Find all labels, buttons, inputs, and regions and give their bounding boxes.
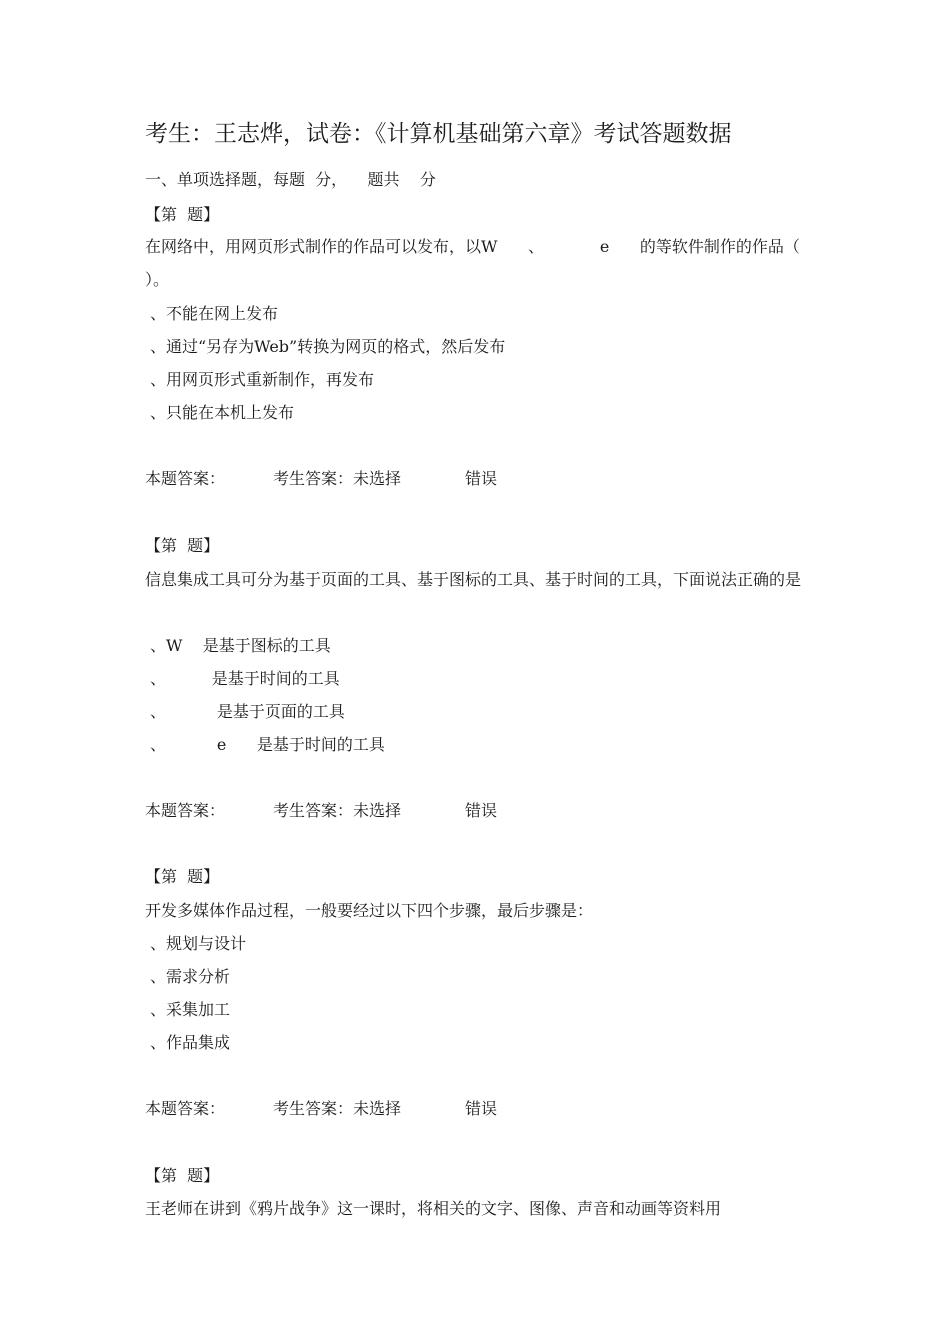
correct-answer-label: 本题答案： [145, 469, 226, 488]
question-option: 、用网页形式重新制作，再发布 [150, 370, 375, 389]
question-text: 信息集成工具可分为基于页面的工具、基于图标的工具、基于时间的工具，下面说法正确的是 [145, 570, 802, 589]
question-header: 【第 题】 [145, 205, 220, 224]
correct-answer-label: 本题答案： [145, 1099, 226, 1118]
answer-row [145, 1095, 645, 1123]
question-header: 【第 题】 [145, 1166, 220, 1185]
question-header: 【第 题】 [145, 536, 220, 555]
student-answer: 考生答案：未选择 [273, 469, 402, 488]
question-option: 、不能在网上发布 [150, 304, 279, 323]
question-text: 在网络中，用网页形式制作的作品可以发布，以W 、 e 的等软件制作的作品（ ）。 [145, 237, 821, 289]
section-heading: 一、单项选择题，每题 分， 题共 分 [145, 170, 436, 189]
answer-result: 错误 [465, 1099, 498, 1118]
question-text: 开发多媒体作品过程，一般要经过以下四个步骤，最后步骤是： [145, 901, 594, 920]
question-text: 王老师在讲到《鸦片战争》这一课时，将相关的文字、图像、声音和动画等资料用 [145, 1199, 722, 1218]
answer-row [145, 465, 645, 493]
question-option: 、 e 是基于时间的工具 [150, 735, 385, 754]
answer-row [145, 797, 645, 825]
correct-answer-label: 本题答案： [145, 801, 226, 820]
question-option: 、作品集成 [150, 1033, 231, 1052]
question-option: 、规划与设计 [150, 934, 247, 953]
student-answer: 考生答案：未选择 [273, 1099, 402, 1118]
question-option: 、采集加工 [150, 1000, 231, 1019]
student-answer: 考生答案：未选择 [273, 801, 402, 820]
answer-result: 错误 [465, 801, 498, 820]
question-option: 、只能在本机上发布 [150, 403, 295, 422]
question-option: 、 是基于时间的工具 [150, 669, 340, 688]
question-option: 、 是基于页面的工具 [150, 702, 345, 721]
question-option: 、通过“另存为Web”转换为网页的格式，然后发布 [150, 337, 506, 356]
question-header: 【第 题】 [145, 867, 220, 886]
question-option: 、需求分析 [150, 967, 231, 986]
question-option: 、W 是基于图标的工具 [150, 636, 331, 655]
document-title: 考生：王志烨，试卷：《计算机基础第六章》考试答题数据 [145, 121, 732, 147]
answer-result: 错误 [465, 469, 498, 488]
